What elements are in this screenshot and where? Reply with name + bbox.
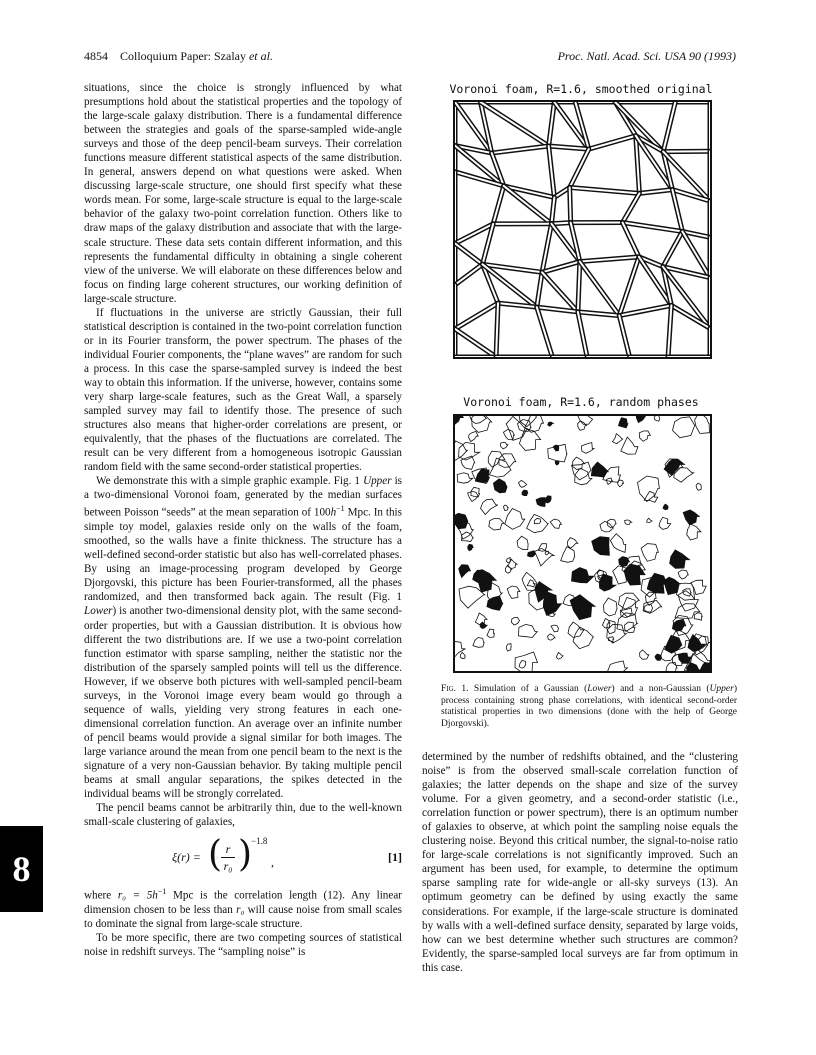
noise-contour bbox=[683, 510, 699, 525]
noise-contour bbox=[641, 544, 658, 562]
section-tab: 8 bbox=[0, 826, 43, 912]
foam-wall bbox=[589, 136, 636, 149]
paragraph-4: The pencil beams cannot be arbitrarily thin, due to the well-known small-scale clustering of galaxies, bbox=[84, 802, 402, 829]
eq-fraction bbox=[220, 841, 236, 874]
noise-contour bbox=[636, 416, 645, 423]
noise-contour bbox=[459, 565, 471, 578]
eq-exponent: −1.8 bbox=[251, 836, 268, 847]
noise-contour bbox=[550, 519, 561, 528]
noise-contour bbox=[488, 451, 505, 467]
p5-text-a: where bbox=[84, 889, 112, 902]
noise-contour bbox=[527, 580, 535, 587]
foam-wall bbox=[623, 223, 683, 232]
noise-contour bbox=[581, 443, 594, 454]
caption-text-c: ) process containing strong phase correlations, with identical second-order statistical properties in two dimensions (done with the help of George Djorgovski). bbox=[441, 684, 737, 729]
foam-wall bbox=[619, 316, 629, 357]
noise-contour bbox=[519, 661, 526, 669]
noise-contour bbox=[487, 596, 503, 610]
noise-contour bbox=[666, 662, 677, 671]
foam-wall bbox=[455, 303, 498, 329]
noise-contour bbox=[687, 663, 701, 672]
journal-citation: Proc. Natl. Acad. Sci. USA 90 (1993) bbox=[557, 49, 736, 63]
noise-contour bbox=[481, 499, 498, 514]
paragraph-2: If fluctuations in the universe are strictly Gaussian, their full statistical description is contained in the two-point correlation function or in its Fourier transform, the power spectrum. The phases of the individual Fourier components, the “plane waves” are random for such a process. In this case the sparse-sampled survey is indeed the best way to obtain this information. If the universe, however, contains some very sharp large-scale features, such as the Great Wall, a sparsely sampled survey may fail to identify those. The presence of such structures also means that higher-order correlations are present, or equivalently, that the phases of the fluctuations are correlated. The result can be very different from a homogeneous isotropic Gaussian random field with the same second-order statistical properties. bbox=[84, 306, 402, 474]
random-phase-image bbox=[455, 416, 710, 671]
paragraph-3 bbox=[84, 474, 402, 801]
foam-wall bbox=[580, 262, 619, 316]
noise-contour bbox=[506, 644, 511, 651]
foam-wall bbox=[455, 264, 482, 285]
eq-number: [1] bbox=[388, 850, 402, 865]
left-column bbox=[84, 81, 402, 959]
eq-close-paren: ) bbox=[238, 834, 253, 876]
eq-numerator: r bbox=[225, 842, 231, 857]
p5-r0b: r₀ bbox=[236, 903, 245, 916]
noise-contour bbox=[618, 480, 624, 487]
foam-wall bbox=[493, 186, 504, 224]
noise-contour bbox=[600, 521, 614, 532]
noise-contour bbox=[696, 483, 701, 490]
noise-contour bbox=[457, 473, 473, 483]
eq-comma: , bbox=[271, 855, 274, 870]
noise-contour bbox=[603, 598, 617, 616]
noise-contour bbox=[592, 537, 610, 556]
noise-contour bbox=[459, 442, 480, 460]
noise-contour bbox=[591, 462, 608, 477]
foam-wall bbox=[570, 187, 571, 222]
noise-contour bbox=[515, 652, 538, 671]
noise-contour bbox=[575, 468, 592, 485]
noise-contour bbox=[619, 593, 640, 609]
noise-contour bbox=[556, 652, 563, 659]
noise-contour bbox=[695, 416, 710, 434]
paragraph-6: To be more specific, there are two competing sources of statistical noise in redshift surveys. The “sampling noise” is bbox=[84, 932, 402, 959]
p3-text-d: ) is another two-dimensional density plot, with the same second-order properties, but with a Gaussian distribution. It is obvious how different the two distributions are. If we use a two-point correlation function estimator with sparse sampling, neither the statistic nor the distribution of the sparsely sampled points will tell us the difference. However, if we observe both pictures with well-sampled pencil-beam surveys, in the Voronoi image every beam would go through a sequence of walls, yielding very strong features in each one-dimensional correlation function. An average over an infinite number of pencil beams would provide a signal similar for both images. The large variance around the mean from one pencil beam to the next is the signature of a very non-Gaussian behavior. By taking multiple pencil beams at small angular separations, the spikes detected in the individual beams will be strongly correlated. bbox=[84, 605, 402, 801]
noise-contour bbox=[602, 618, 610, 628]
noise-contour bbox=[607, 661, 628, 671]
noise-contour bbox=[683, 589, 692, 596]
p5-sup: −1 bbox=[157, 887, 167, 897]
noise-contour bbox=[625, 622, 635, 633]
noise-contour bbox=[672, 619, 685, 631]
noise-contour bbox=[517, 536, 528, 549]
noise-contour bbox=[691, 580, 706, 594]
noise-contour bbox=[489, 458, 511, 477]
noise-contour bbox=[570, 595, 595, 620]
noise-contour bbox=[455, 513, 468, 528]
noise-contour bbox=[487, 629, 494, 637]
noise-contour bbox=[548, 634, 555, 640]
noise-contour bbox=[534, 518, 540, 523]
noise-contour bbox=[501, 442, 508, 449]
noise-contour bbox=[469, 431, 479, 441]
noise-contour bbox=[561, 547, 575, 563]
noise-contour bbox=[519, 480, 527, 487]
noise-contour bbox=[568, 622, 584, 637]
foam-wall bbox=[672, 190, 682, 232]
noise-contour bbox=[455, 441, 467, 460]
p3-text-b: is a two-dimensional Voronoi foam, generated by the median surfaces between Poisson “seeds” at the mean separation of 100 bbox=[84, 475, 403, 520]
noise-contour bbox=[505, 509, 525, 530]
p3-text-c: Mpc. In this simple toy model, galaxies reside only on the walls of the foam, smoothed, so the walls have a finite thickness. The structure has a well-defined second-order statistic but also has well-correlated phases. By using an image-processing program developed by George Djorgovski, this picture has been Fourier-transformed, all the phases randomized, and then transformed back again. The result (Fig. 1 bbox=[84, 507, 402, 604]
foam-wall bbox=[455, 243, 482, 264]
p3-upper: Upper bbox=[363, 475, 392, 488]
noise-contour bbox=[659, 517, 671, 529]
noise-contour bbox=[610, 534, 625, 553]
noise-contour bbox=[572, 568, 594, 583]
noise-contour bbox=[694, 613, 702, 620]
figure-caption bbox=[441, 684, 737, 730]
noise-contour bbox=[599, 574, 616, 591]
caption-label: Fig. 1. bbox=[441, 684, 469, 694]
lower-plot-title: Voronoi foam, R=1.6, random phases bbox=[463, 395, 699, 409]
foam-wall bbox=[619, 305, 671, 315]
foam-wall bbox=[537, 307, 553, 357]
noise-contour bbox=[573, 457, 585, 469]
noise-contour bbox=[613, 566, 627, 584]
running-header bbox=[84, 49, 736, 65]
noise-contour bbox=[503, 429, 514, 440]
noise-contour bbox=[644, 604, 653, 612]
eq-denominator: r₀ bbox=[223, 859, 233, 874]
paragraph-1: situations, since the choice is strongly influenced by what presumptions hold about the statistical properties and the topology of the large-scale galaxy distribution. There is a fundamental difference between the strategies and goals of the sparse-sampled wide-angle surveys and those of the deep pencil-beam surveys. Their correlation functions measure different statistical aspects of the same distribution. In general, answers depend on what questions were asked. When discussing large-scale structure, one should first specify what these words mean. For some, large-scale structure is equal to the large-scale behavior of the galaxy two-point correlation function. Others like to draw maps of the galaxy distribution and associate that with the large-scale structure. These data sets contain different information, and this represents the fundamental difficulty in obtaining a single coherent view of the universe. We will elaborate on these differences below and focus on finding large coherent structures, our working definition of large-scale structure. bbox=[84, 82, 402, 305]
noise-contour bbox=[640, 650, 649, 659]
page-number: 4854 bbox=[84, 49, 108, 63]
noise-contour bbox=[619, 557, 630, 567]
noise-contour bbox=[663, 504, 668, 510]
noise-contour bbox=[461, 456, 475, 469]
eq-lhs: ξ(r) = bbox=[172, 850, 201, 865]
foam-wall bbox=[663, 102, 675, 152]
noise-contour bbox=[499, 454, 516, 468]
noise-contour bbox=[460, 652, 465, 658]
foam-wall bbox=[542, 262, 580, 273]
noise-contour bbox=[578, 421, 587, 431]
noise-contour bbox=[489, 519, 504, 531]
caption-text-a: Simulation of a Gaussian ( bbox=[473, 684, 588, 694]
noise-contour bbox=[480, 622, 487, 629]
noise-contour bbox=[468, 544, 473, 550]
noise-contour bbox=[687, 524, 701, 540]
caption-lower: Lower bbox=[587, 684, 612, 694]
caption-text-b: ) and a non-Gaussian ( bbox=[611, 684, 710, 694]
voronoi-foam-image bbox=[455, 102, 710, 357]
voronoi-foam-plot bbox=[453, 100, 712, 359]
right-paragraph-1: determined by the number of redshifts obtained, and the “clustering noise” is from the observed small-scale correlation function of galaxies; the latter depends on the shape and size of the survey volume. For a given geometry, and a second-order statistic (i.e., correlation function or power spectrum), there is an optimum number of galaxies to observe, at which point the sampling noise equals the clustering noise. Beyond this critical number, the signal-to-noise ratio for large-scale correlations is not significantly improved. Such an argument has been used, for example, to determine the optimum sparse sampling rate for wide-angle or all-sky surveys (13). An optimum geometry can be defined by using exactly the same considerations. For example, if the large-scale structure is dominated by walls with a well-defined surface density, separated by large voids, how can we best determine whether such structures are common? Evidently, the sparse-sampled local surveys are far from optimum in this case. bbox=[422, 751, 738, 974]
random-phase-plot bbox=[453, 414, 712, 673]
noise-contour bbox=[688, 635, 705, 652]
p5-text-c: will cause noise from small scales to dominate the signal from large-scale structure. bbox=[84, 903, 402, 931]
noise-contour bbox=[612, 434, 622, 444]
upper-plot-title: Voronoi foam, R=1.6, smoothed original bbox=[449, 82, 713, 96]
p5-r0: r₀ = 5h bbox=[117, 889, 158, 902]
header-etal: et al. bbox=[248, 49, 273, 63]
noise-contour bbox=[673, 417, 695, 438]
noise-contour bbox=[578, 416, 593, 424]
noise-contour bbox=[555, 461, 559, 465]
foam-wall bbox=[455, 329, 496, 357]
noise-contour bbox=[508, 559, 517, 568]
eq-open-paren: ( bbox=[208, 834, 223, 876]
noise-contour bbox=[472, 416, 492, 432]
noise-contour bbox=[507, 586, 520, 598]
p3-lower: Lower bbox=[84, 605, 113, 618]
foam-wall bbox=[619, 257, 639, 316]
noise-contour bbox=[665, 635, 682, 653]
noise-contour bbox=[493, 479, 507, 493]
noise-contour bbox=[621, 437, 638, 454]
caption-upper: Upper bbox=[709, 684, 734, 694]
noise-contour bbox=[568, 538, 578, 549]
noise-contour bbox=[664, 577, 680, 595]
foam-wall bbox=[578, 312, 587, 357]
p3-text-a: We demonstrate this with a simple graphic example. Fig. 1 bbox=[96, 475, 361, 488]
noise-contour bbox=[536, 498, 546, 507]
foam-wall bbox=[623, 193, 640, 222]
foam-wall bbox=[663, 231, 682, 266]
noise-contour bbox=[473, 638, 484, 648]
noise-contour bbox=[625, 520, 632, 525]
noise-contour bbox=[646, 592, 657, 605]
noise-contour bbox=[455, 416, 463, 425]
noise-contour bbox=[638, 476, 660, 501]
noise-contour bbox=[675, 604, 700, 619]
header-left bbox=[84, 49, 273, 64]
p3-h: h bbox=[330, 507, 337, 520]
noise-contour bbox=[511, 617, 519, 625]
paragraph-5 bbox=[84, 885, 402, 931]
noise-contour bbox=[522, 490, 528, 496]
foam-wall bbox=[542, 224, 551, 273]
p3-sup: −1 bbox=[336, 504, 345, 514]
noise-contour bbox=[572, 462, 591, 480]
p5-text-b: Mpc is the correlation length (12). Any linear dimension chosen to be less than bbox=[84, 889, 402, 916]
noise-contour bbox=[519, 624, 538, 637]
noise-contour bbox=[548, 422, 554, 426]
noise-contour bbox=[619, 418, 628, 428]
foam-wall bbox=[623, 223, 639, 257]
noise-contour bbox=[525, 416, 544, 432]
foam-wall bbox=[570, 149, 589, 187]
noise-contour bbox=[639, 431, 650, 441]
noise-contour bbox=[551, 625, 559, 632]
noise-contour bbox=[670, 550, 690, 569]
noise-contour bbox=[504, 505, 509, 510]
header-title: Colloquium Paper: Szalay bbox=[120, 49, 246, 63]
noise-contour bbox=[678, 570, 688, 579]
equation-1 bbox=[84, 833, 402, 883]
right-column bbox=[422, 750, 738, 975]
noise-contour bbox=[654, 416, 660, 421]
noise-contour bbox=[647, 518, 652, 522]
